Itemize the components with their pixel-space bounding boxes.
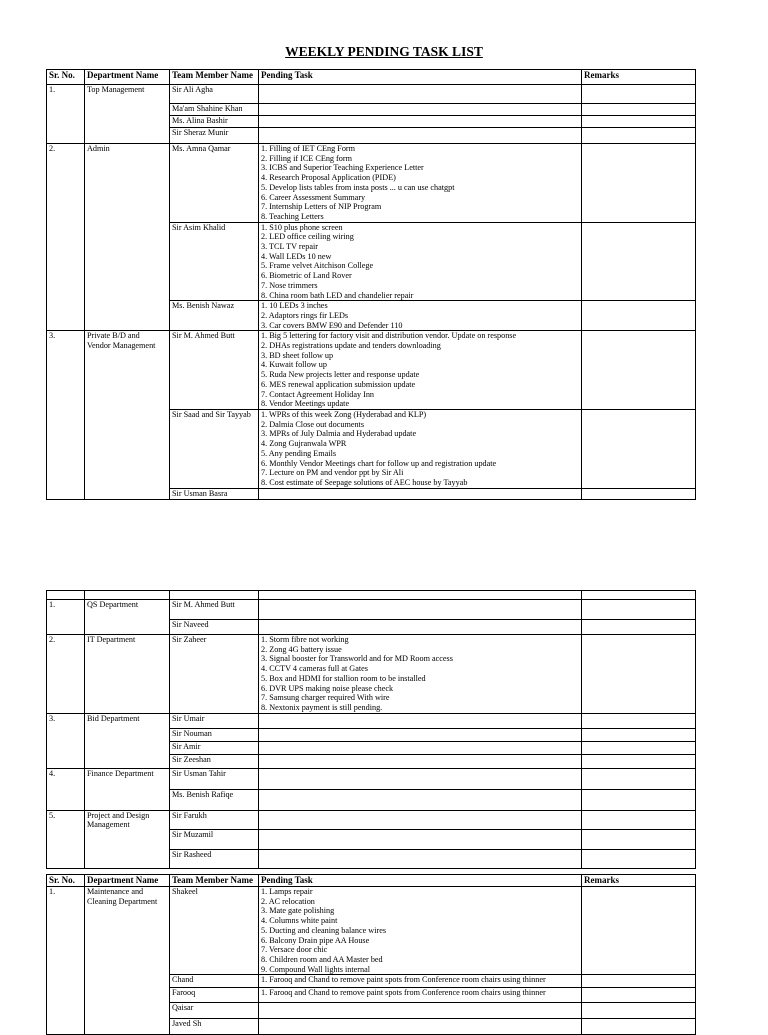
task-cell [259,829,582,849]
task-item: 3. Car covers BMW E90 and Defender 110 [261,320,403,330]
empty-cell [47,591,85,600]
task-cell [259,600,582,620]
header-remarks: Remarks [582,875,696,887]
task-item: 3. ICBS and Superior Teaching Experience Letter [261,163,424,173]
task-list-cell [259,222,582,301]
department-cell [85,331,170,499]
task-item: 2. DHAs registrations update and tenders downloading [261,341,441,351]
table-row [47,600,696,620]
header-department: Department Name [85,875,170,887]
remarks-cell [582,85,696,104]
task-item: 5. Box and HDMI for stallion room to be installed [261,673,426,683]
department-cell: Admin [85,144,170,331]
task-item: 9. Compound Wall lights internal [261,964,371,974]
task-item: 1. Big 5 lettering for factory visit and distribution vendor. Update on response [261,331,517,341]
sr-no-cell: 4. [47,768,85,810]
sr-no-cell: 1. [47,85,85,144]
member-cell: Ms. Alina Bashir [170,116,259,128]
task-cell [259,104,582,116]
task-cell: 1. Farooq and Chand to remove paint spots from Conference room chairs using thinner [259,988,582,1003]
remarks-cell [582,768,696,789]
task-item: 1. Filling of IET CEng Form [261,144,356,153]
task-item: 2. Dalmia Close out documents [261,419,365,429]
member-cell: Sir Muzamil [170,829,259,849]
member-cell: Sir Sheraz Munir [170,128,259,144]
task-cell [259,849,582,868]
task-cell [259,728,582,741]
member-cell: Sir M. Ahmed Butt [170,600,259,620]
sr-no-cell: 1. [47,887,85,1035]
member-cell: Ms. Benish Rafiqe [170,789,259,810]
remarks-cell [582,829,696,849]
pending-task-table-2 [46,590,696,869]
task-item: 5. Any pending Emails [261,448,337,458]
member-cell: Sir Umair [170,713,259,728]
task-cell [259,85,582,104]
task-item: 4. Columns white paint [261,916,338,926]
pending-task-table-3 [46,874,696,1035]
member-cell: Ms. Amna Qamar [170,144,259,223]
task-item: 7. Versace door chic [261,945,328,955]
member-cell: Chand [170,975,259,988]
department-cell [85,810,170,868]
remarks-cell [582,887,696,975]
header-team-member: Team Member Name [170,875,259,887]
sr-no-cell: 2. [47,635,85,714]
task-item: 8. Cost estimate of Seepage solutions of AEC house by Tayyab [261,477,468,487]
empty-cell [582,591,696,600]
task-item: 2. Adaptors rings fir LEDs [261,310,349,320]
task-item: 6. MES renewal application submission update [261,379,416,389]
blank-header-row [47,591,696,600]
task-item: 8. Children room and AA Master bed [261,954,383,964]
task-item: 6. Monthly Vendor Meetings chart for follow up and registration update [261,458,497,468]
header-department: Department Name [85,70,170,85]
department-name-line: Cleaning Department [87,896,158,906]
remarks-cell [582,713,696,728]
task-item: 3. Signal booster for Transworld and for MD Room access [261,654,453,664]
remarks-cell [582,301,696,331]
table-row [47,713,696,728]
task-list-cell [259,409,582,488]
task-cell [259,713,582,728]
member-cell: Sir Zaheer [170,635,259,714]
department-name-line: Management [87,820,130,830]
department-cell [85,887,170,1035]
task-item: 5. Develop lists tables from insta posts ... u can use chatgpt [261,182,455,192]
task-item: 3. Mate gate polishing [261,906,335,916]
remarks-cell [582,789,696,810]
department-cell: Finance Department [85,768,170,810]
task-item: 8. China room bath LED and chandelier repair [261,290,414,300]
empty-cell [170,591,259,600]
sr-no-cell: 1. [47,600,85,635]
task-cell [259,754,582,768]
task-item: 2. AC relocation [261,896,315,906]
task-item: 7. Samsung charger required With wire [261,693,390,703]
task-list-cell [259,301,582,331]
task-item: 5. Frame velvet Aitchison College [261,261,374,271]
member-cell: Shakeel [170,887,259,975]
task-list-cell [259,887,582,975]
member-cell: Javed Sh [170,1019,259,1035]
task-item: 4. Wall LEDs 10 new [261,251,332,261]
task-cell [259,768,582,789]
member-cell: Sir Usman Basra [170,488,259,499]
remarks-cell [582,104,696,116]
sr-no-cell: 3. [47,713,85,768]
remarks-cell [582,754,696,768]
task-item: 7. Lecture on PM and vendor ppt by Sir Ali [261,468,404,478]
header-pending-task: Pending Task [259,70,582,85]
member-cell: Sir Ali Agha [170,85,259,104]
member-cell: Sir M. Ahmed Butt [170,331,259,410]
task-item: 7. Internship Letters of NIP Program [261,202,382,212]
table-row [47,635,696,714]
member-cell: Sir Zeeshan [170,754,259,768]
header-row [47,70,696,85]
member-cell: Farooq [170,988,259,1003]
task-item: 1. Lamps repair [261,887,313,896]
remarks-cell [582,116,696,128]
task-item: 3. BD sheet follow up [261,350,334,360]
task-item: 4. Kuwait follow up [261,360,327,370]
table-row [47,768,696,789]
task-item: 7. Contact Agreement Holiday Inn [261,389,375,399]
remarks-cell [582,620,696,635]
task-item: 2. Filling if ICE CEng form [261,153,352,163]
task-item: 1. S10 plus phone screen [261,222,343,232]
sr-no-cell: 3. [47,331,85,499]
department-cell: Top Management [85,85,170,144]
member-cell: Sir Amir [170,741,259,754]
department-name-line: Private B/D and [87,331,140,341]
remarks-cell [582,975,696,988]
task-list-cell [259,144,582,223]
department-name-line: Maintenance and [87,887,144,896]
department-cell: Bid Department [85,713,170,768]
department-cell: QS Department [85,600,170,635]
member-cell: Sir Saad and Sir Tayyab [170,409,259,488]
header-row [47,875,696,887]
task-item: 8. Vendor Meetings update [261,399,350,409]
remarks-cell [582,849,696,868]
department-name-line: Project and Design [87,810,150,820]
remarks-cell [582,128,696,144]
task-item: 5. Ducting and cleaning balance wires [261,925,387,935]
table-row [47,85,696,104]
member-cell: Sir Usman Tahir [170,768,259,789]
table-row [47,331,696,410]
task-cell [259,620,582,635]
table-row [47,810,696,829]
remarks-cell [582,988,696,1003]
member-cell: Sir Naveed [170,620,259,635]
task-item: 4. CCTV 4 cameras full at Gates [261,664,368,674]
page-title: WEEKLY PENDING TASK LIST [285,44,483,59]
remarks-cell [582,728,696,741]
member-cell: Ma'am Shahine Khan [170,104,259,116]
header-sr-no: Sr. No. [47,875,85,887]
task-item: 1. 10 LEDs 3 inches [261,301,328,311]
task-item: 6. Balcony Drain pipe AA House [261,935,370,945]
sr-no-cell: 5. [47,810,85,868]
task-item: 3. MPRs of July Dalmia and Hyderabad update [261,429,417,439]
task-cell: 1. Farooq and Chand to remove paint spots from Conference room chairs using thinner [259,975,582,988]
task-cell [259,741,582,754]
remarks-cell [582,488,696,499]
task-item: 1. WPRs of this week Zong (Hyderabad and KLP) [261,409,427,419]
task-item: 8. Nextonix payment is still pending. [261,702,383,712]
member-cell: Sir Asim Khalid [170,222,259,301]
task-item: 7. Nose trimmers [261,280,318,290]
task-item: 2. Zong 4G battery issue [261,644,342,654]
task-item: 4. Zong Gujranwala WPR [261,439,347,449]
remarks-cell [582,810,696,829]
task-cell [259,128,582,144]
remarks-cell [582,1003,696,1019]
remarks-cell [582,635,696,714]
sr-no-cell: 2. [47,144,85,331]
task-cell [259,1003,582,1019]
task-item: 1. Storm fibre not working [261,635,349,644]
task-item: 3. TCL TV repair [261,242,318,252]
task-item: 6. Biometric of Land Rover [261,271,352,281]
task-cell [259,116,582,128]
header-remarks: Remarks [582,70,696,85]
department-name-line: Vendor Management [87,341,156,351]
member-cell: Sir Nouman [170,728,259,741]
member-cell: Sir Farukh [170,810,259,829]
header-team-member: Team Member Name [170,70,259,85]
table-row [47,887,696,975]
empty-cell [259,591,582,600]
remarks-cell [582,222,696,301]
table-row [47,144,696,223]
pending-task-table-1 [46,69,696,500]
task-item: 5. Ruda New projects letter and response update [261,370,420,380]
task-cell [259,1019,582,1035]
header-pending-task: Pending Task [259,875,582,887]
remarks-cell [582,144,696,223]
task-cell [259,488,582,499]
remarks-cell [582,600,696,620]
remarks-cell [582,741,696,754]
department-cell: IT Department [85,635,170,714]
task-list-cell [259,635,582,714]
header-sr-no: Sr. No. [47,70,85,85]
empty-cell [85,591,170,600]
task-item: 4. Research Proposal Application (PIDE) [261,173,396,183]
task-item: 2. LED office ceiling wiring [261,232,354,242]
task-item: 6. DVR UPS making noise please check [261,683,394,693]
task-item: 6. Career Assessment Summary [261,192,366,202]
member-cell: Ms. Benish Nawaz [170,301,259,331]
remarks-cell [582,331,696,410]
member-cell: Sir Rasheed [170,849,259,868]
task-list-cell [259,331,582,410]
member-cell: Qaisar [170,1003,259,1019]
remarks-cell [582,409,696,488]
task-cell [259,789,582,810]
task-cell [259,810,582,829]
task-item: 8. Teaching Letters [261,211,324,221]
remarks-cell [582,1019,696,1035]
